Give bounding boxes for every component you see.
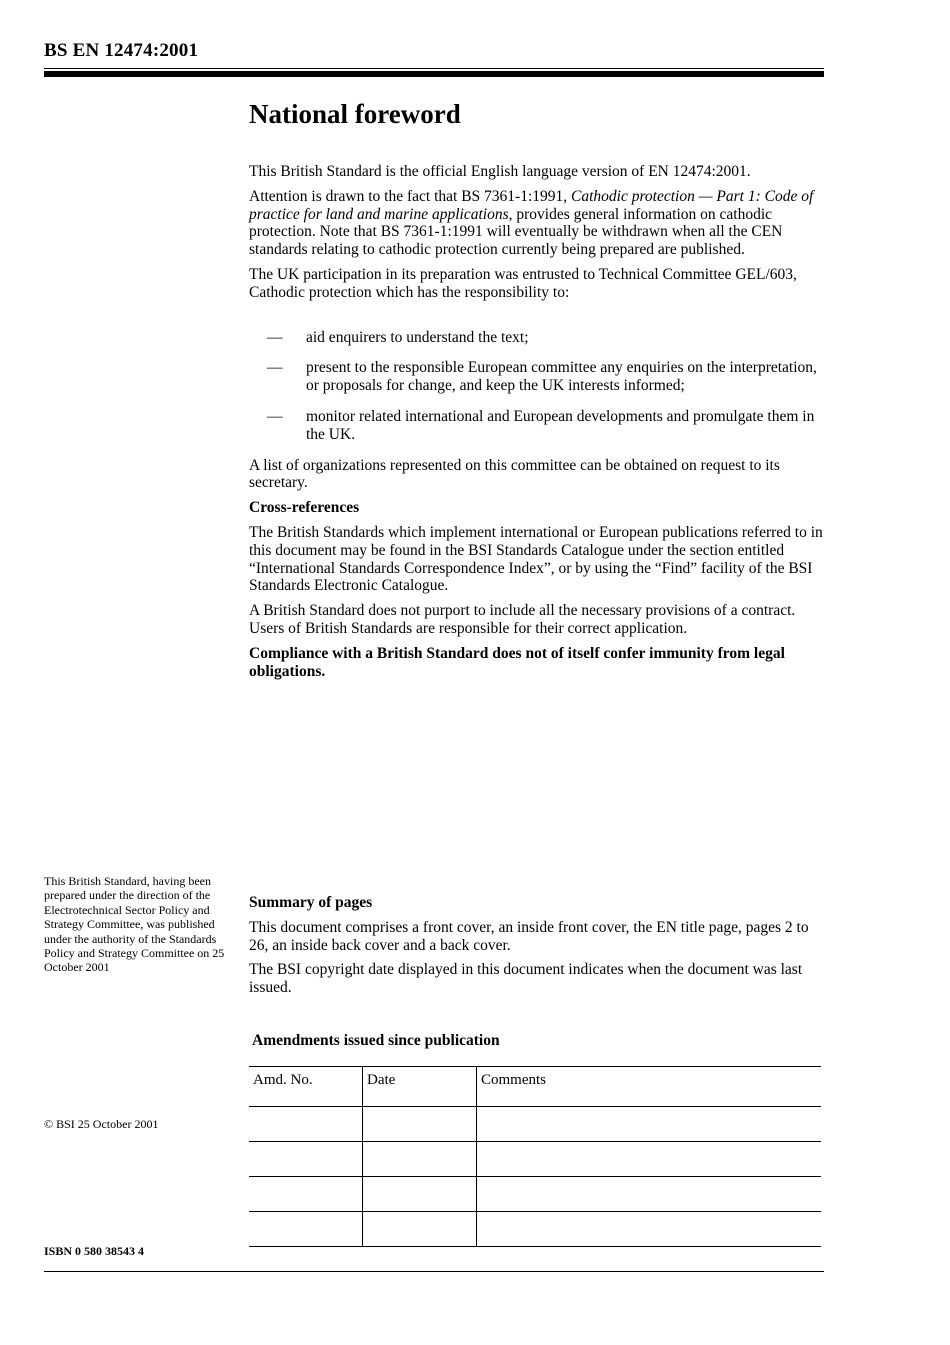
intro-paragraph-2-end: , provides general information on cathodic protection. Note that BS 7361-1:1991 will eventually be withdrawn when all the CEN standards relating to cathodic protection currently being prepared are published. bbox=[249, 205, 783, 259]
intro-paragraph-3: The UK participation in its preparation was entrusted to Technical Committee GEL/603, Cathodic protection which has the responsibility to: bbox=[249, 265, 797, 301]
table-cell bbox=[249, 1177, 363, 1212]
table-cell bbox=[477, 1177, 822, 1212]
column-header-comments: Comments bbox=[477, 1067, 822, 1107]
committee-list-paragraph: A list of organizations represented on this committee can be obtained on request to its secretary. bbox=[249, 456, 780, 492]
copyright-note: © BSI 25 October 2001 bbox=[44, 1117, 159, 1131]
column-header-date: Date bbox=[363, 1067, 477, 1107]
table-cell bbox=[363, 1212, 477, 1247]
list-item-text: monitor related international and European developments and promulgate them in the UK. bbox=[306, 407, 815, 443]
isbn: ISBN 0 580 38543 4 bbox=[44, 1244, 145, 1258]
compliance-statement: Compliance with a British Standard does not of itself confer immunity from legal obligations. bbox=[249, 644, 785, 680]
header-rule-thin bbox=[44, 68, 824, 69]
table-row bbox=[249, 1107, 821, 1142]
intro-paragraph-1: This British Standard is the official English language version of EN 12474:2001. bbox=[249, 163, 751, 180]
list-item bbox=[249, 329, 824, 347]
table-header-row bbox=[249, 1067, 821, 1107]
table-cell bbox=[249, 1107, 363, 1142]
table-row bbox=[249, 1212, 821, 1247]
list-item bbox=[249, 359, 824, 395]
summary-of-pages bbox=[249, 894, 824, 1004]
contract-provisions-paragraph: A British Standard does not purport to include all the necessary provisions of a contract. Users of British Standards are responsible for their correct application. bbox=[249, 602, 796, 637]
table-cell bbox=[477, 1212, 822, 1247]
header-rule-thick bbox=[44, 71, 824, 77]
table-row bbox=[249, 1142, 821, 1177]
intro-paragraph-2 bbox=[249, 188, 824, 259]
cross-references-paragraph: The British Standards which implement international or European publications referred to in this document may be found in the BSI Standards Catalogue under the section entitled “International Standards Correspondence Index”, or by using the “Find” facility of the BSI Standards Electronic Catalogue. bbox=[249, 523, 823, 595]
publication-note: This British Standard, having been prepared under the direction of the Electrotechnical Sector Policy and Strategy Committee, was published under the authority of the Standards Policy and Strategy Committee on 25 October 2001 bbox=[44, 874, 225, 975]
list-item bbox=[249, 408, 824, 444]
table-cell bbox=[477, 1142, 822, 1177]
intro-paragraph-2-start: Attention is drawn to the fact that BS 7361-1:1991, bbox=[249, 187, 572, 205]
summary-paragraph-2: The BSI copyright date displayed in this document indicates when the document was last issued. bbox=[249, 961, 803, 997]
referenced-standard-title: Cathodic protection — Part 1: Code of practice for land and marine applications bbox=[249, 187, 814, 223]
table-cell bbox=[249, 1142, 363, 1177]
column-header-amd-no: Amd. No. bbox=[249, 1067, 363, 1107]
cross-references-heading: Cross-references bbox=[249, 499, 360, 517]
table-cell bbox=[363, 1177, 477, 1212]
dash-bullet: — bbox=[267, 359, 283, 377]
footer-rule bbox=[44, 1271, 824, 1272]
table-cell bbox=[363, 1142, 477, 1177]
amendments-title: Amendments issued since publication bbox=[252, 1032, 500, 1049]
table-row bbox=[249, 1177, 821, 1212]
document-code: BS EN 12474:2001 bbox=[44, 40, 199, 61]
table-cell bbox=[477, 1107, 822, 1142]
list-item-text: aid enquirers to understand the text; bbox=[306, 328, 529, 346]
list-item-text: present to the responsible European committee any enquiries on the interpretation, or proposals for change, and keep the UK interests informed; bbox=[306, 359, 817, 395]
responsibilities-list bbox=[249, 329, 824, 444]
foreword-body bbox=[249, 163, 824, 687]
table-cell bbox=[363, 1107, 477, 1142]
page-title: National foreword bbox=[249, 99, 461, 129]
summary-heading: Summary of pages bbox=[249, 894, 373, 911]
amendments-table bbox=[249, 1066, 821, 1247]
dash-bullet: — bbox=[267, 407, 283, 425]
summary-paragraph-1: This document comprises a front cover, an inside front cover, the EN title page, pages 2 to 26, an inside back cover and a back cover. bbox=[249, 918, 809, 954]
dash-bullet: — bbox=[267, 328, 283, 346]
table-cell bbox=[249, 1212, 363, 1247]
